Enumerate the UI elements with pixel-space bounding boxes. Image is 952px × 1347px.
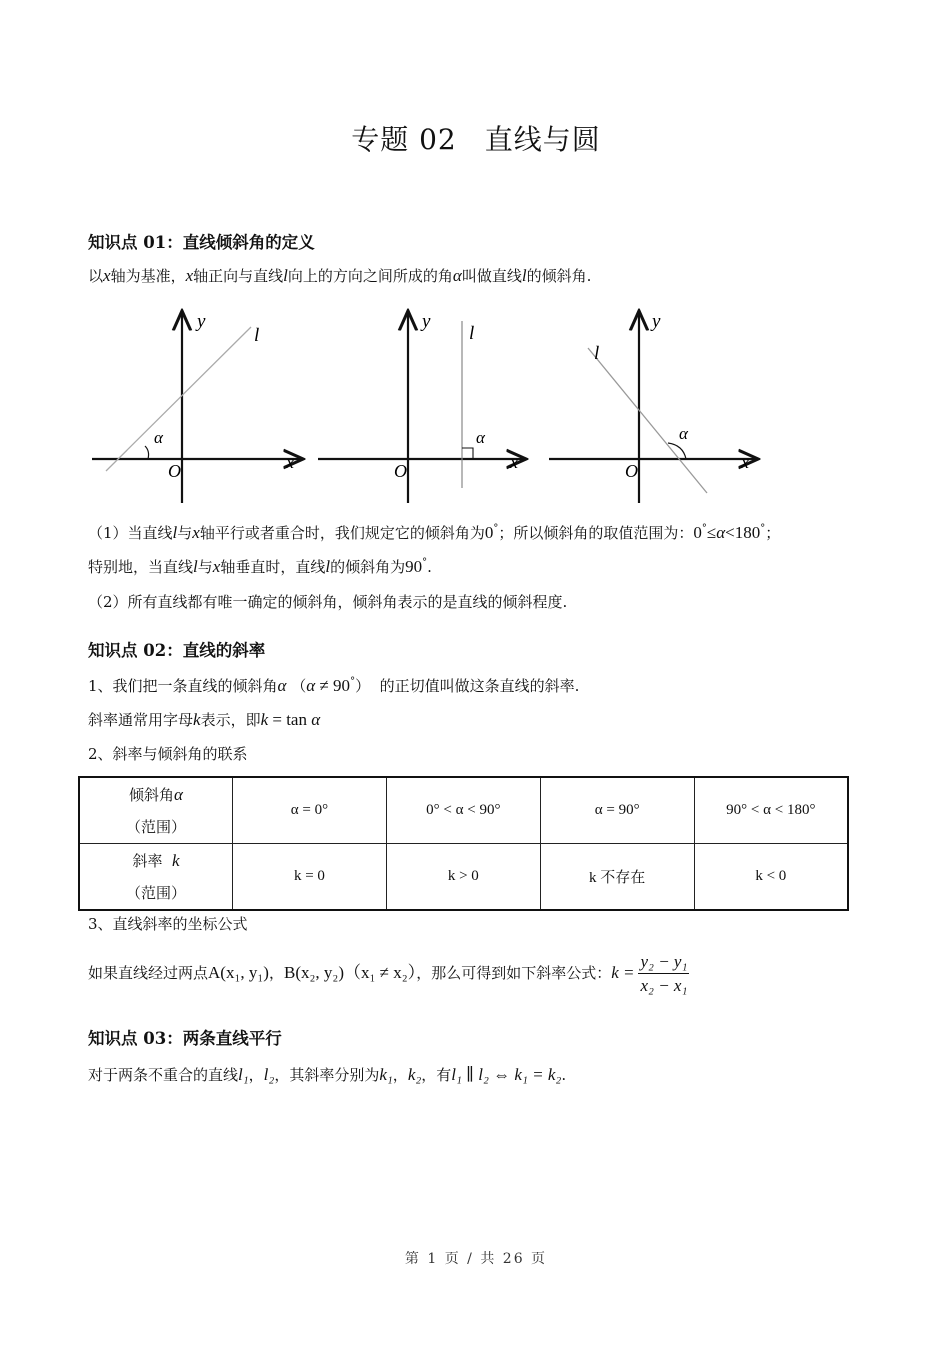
table-cell: α = 0° [233, 777, 387, 844]
title-main: 直线与圆 [484, 123, 601, 156]
section1-intro: 以x轴为基准，x轴正向与直线l向上的方向之间所成的角α叫做直线l的倾斜角. [88, 266, 592, 285]
figure-right-angle [318, 311, 524, 503]
figure-acute-angle [92, 311, 301, 503]
svg-text:O: O [394, 461, 407, 481]
section-heading-1: 知识点 01：直线倾斜角的定义 [88, 233, 315, 252]
angle-label: α [476, 428, 485, 447]
parallel-lines-text: 对于两条不重合的直线l₁，l₂，其斜率分别为k₁，k₂，有l₁ ∥ l₂ ⇔ k₁ = k₂. [88, 1065, 567, 1084]
title-prefix: 专题 02 [351, 123, 457, 156]
note-2: （2）所有直线都有唯一确定的倾斜角，倾斜角表示的是直线的倾斜程度. [88, 593, 568, 611]
table-cell: k > 0 [386, 844, 540, 911]
table-cell: α = 90° [540, 777, 694, 844]
figure-obtuse-angle [549, 311, 756, 503]
note-1-special: 特别地，当直线l与x轴垂直时，直线l的倾斜角为90°. [88, 557, 432, 576]
svg-text:x: x [286, 452, 294, 472]
svg-text:x: x [741, 452, 749, 472]
svg-text:x: x [510, 452, 518, 472]
svg-text:y: y [652, 311, 661, 332]
page-footer: 第 1 页 / 共 26 页 [404, 1251, 548, 1267]
section-heading-3: 知识点 03：两条直线平行 [88, 1029, 282, 1048]
table-row [79, 844, 848, 911]
coordinate-formula-heading: 3、直线斜率的坐标公式 [88, 915, 248, 933]
svg-text:O: O [168, 461, 181, 481]
angle-label: α [154, 428, 163, 447]
svg-text:l: l [594, 343, 600, 364]
row-header-slope: 斜率 k （范围） [79, 844, 233, 911]
table-cell: k = 0 [233, 844, 387, 911]
svg-text:l: l [469, 323, 475, 344]
table-cell: k < 0 [694, 844, 848, 911]
svg-text:l: l [254, 325, 260, 346]
slope-formula: 如果直线经过两点A(x₁, y₁)，B(x₂, y₂)（x₁ ≠ x₂），那么可得到如下斜率公式：k = $\frac{\text{y₂ − y₁}}{\text{x₂ − x₁}}$ [88, 952, 688, 995]
angle-label: α [679, 424, 688, 443]
section-heading-2: 知识点 02：直线的斜率 [88, 641, 266, 660]
table-row [79, 777, 848, 844]
svg-text:O: O [625, 461, 638, 481]
table-cell: k 不存在 [540, 844, 694, 911]
note-1: （1）当直线l与x轴平行或者重合时，我们规定它的倾斜角为0°；所以倾斜角的取值范围为：0°≤α<180°； [88, 523, 781, 542]
slope-definition: 1、我们把一条直线的倾斜角α （α ≠ 90°） 的正切值叫做这条直线的斜率. [88, 676, 580, 695]
table-cell: 0° < α < 90° [386, 777, 540, 844]
slope-relation-heading: 2、斜率与倾斜角的联系 [88, 745, 248, 763]
svg-text:y: y [197, 311, 206, 332]
page-title [0, 118, 952, 158]
slope-notation: 斜率通常用字母k表示，即k = tan α [88, 710, 321, 729]
slope-angle-table [78, 776, 849, 911]
table-cell: 90° < α < 180° [694, 777, 848, 844]
svg-text:y: y [422, 311, 431, 332]
slope-fraction: $\frac{\text{y₂ − y₁}}{\text{x₂ − x₁}}$ [640, 952, 688, 995]
row-header-angle: 倾斜角α （范围） [79, 777, 233, 844]
inclination-figures [88, 305, 778, 510]
